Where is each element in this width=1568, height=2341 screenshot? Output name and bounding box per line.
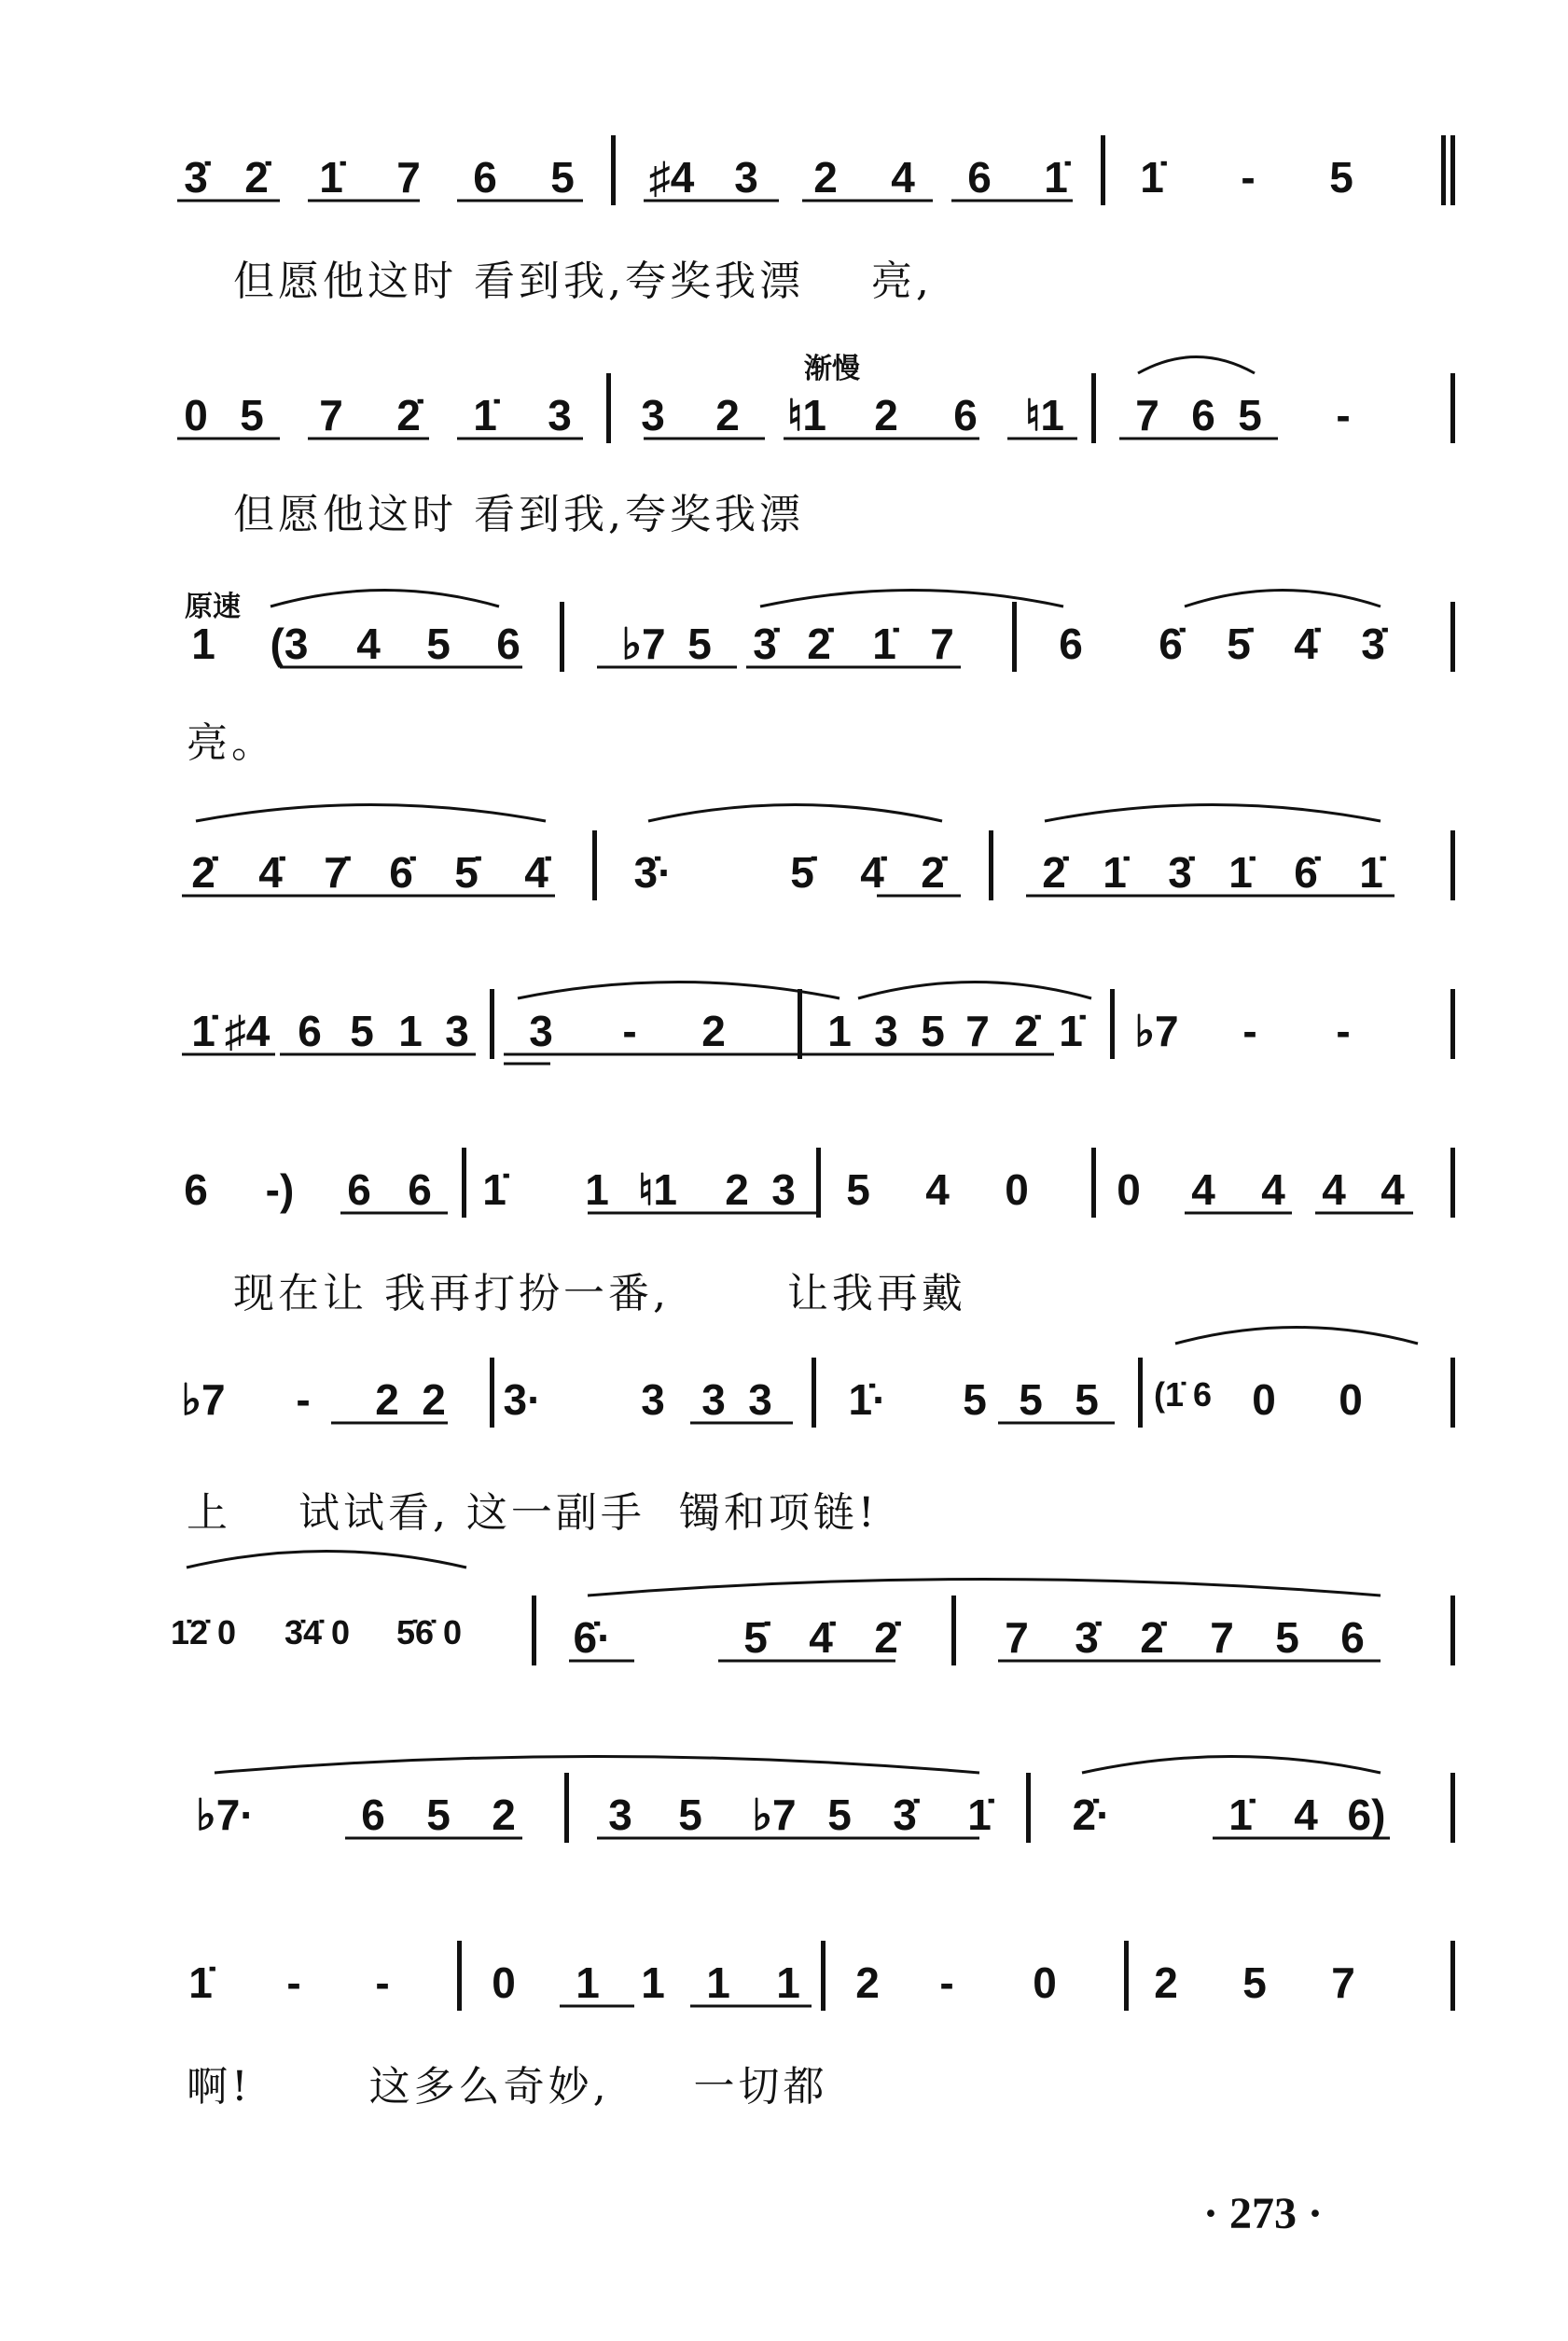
score-note: 7	[396, 153, 421, 202]
bar-line	[816, 1148, 821, 1218]
score-note: 5	[687, 620, 712, 668]
bar-line	[532, 1596, 536, 1665]
slur	[1138, 357, 1255, 374]
score-note: 1̇	[473, 391, 497, 439]
score-note: 2	[715, 391, 740, 439]
tempo-marking: 渐慢	[804, 353, 860, 385]
bar-line	[812, 1358, 816, 1428]
score-note: ♭7	[181, 1375, 226, 1424]
score-note: ♮1	[1024, 391, 1065, 439]
bar-line	[457, 1941, 462, 2011]
score-note: 5	[1238, 391, 1262, 439]
score-note: 4̇	[258, 848, 283, 897]
score-note: 4	[356, 620, 381, 668]
score-note: 2	[855, 1958, 880, 2007]
score-note: 5	[963, 1375, 987, 1424]
score-note: 2	[874, 391, 898, 439]
score-note: 5	[426, 620, 451, 668]
score-note: 3	[641, 391, 665, 439]
score-note: 6	[298, 1007, 322, 1055]
score-note: 2̇	[1042, 848, 1066, 897]
score-note: ♯4	[224, 1007, 271, 1055]
score-note: 5	[1275, 1613, 1299, 1662]
score-note: 1̇	[872, 620, 896, 668]
score-note: 5	[350, 1007, 374, 1055]
score-note: 2̇	[921, 848, 945, 897]
score-note: -)	[265, 1165, 295, 1214]
score-note: 2	[1154, 1958, 1178, 2007]
bar-line	[989, 830, 993, 900]
score-note: 1	[398, 1007, 423, 1055]
score-note: 3	[771, 1165, 796, 1214]
score-note: 2̇	[807, 620, 831, 668]
tempo-marking: 原速	[185, 591, 241, 623]
slur	[1082, 1757, 1381, 1774]
score-note: 1	[827, 1007, 852, 1055]
score-note: 5	[550, 153, 575, 202]
score-note: 6	[361, 1791, 385, 1839]
score-note: 7	[1210, 1613, 1234, 1662]
score-note: 1	[576, 1958, 600, 2007]
score-note: (1̇ 6	[1153, 1375, 1213, 1414]
slur	[1045, 805, 1381, 822]
score-note: 0	[1339, 1375, 1363, 1424]
score-note: 1̇	[319, 153, 343, 202]
score-note: 1	[706, 1958, 730, 2007]
score-note: ♮1	[637, 1165, 678, 1214]
score-note: 3	[748, 1375, 772, 1424]
score-note: 7	[965, 1007, 990, 1055]
slur	[588, 1580, 1381, 1596]
score-note: -	[1336, 1007, 1351, 1055]
score-note: 1̇	[188, 1958, 213, 2007]
score-note: 7	[1331, 1958, 1355, 2007]
score-note: 5	[240, 391, 264, 439]
score-note: 7̇	[324, 848, 348, 897]
bar-line	[1026, 1773, 1031, 1843]
score-note: 6̇	[389, 848, 413, 897]
bar-line	[606, 373, 611, 443]
score-note: ♭7	[752, 1791, 797, 1839]
score-note: 1̇	[1228, 848, 1253, 897]
bar-line	[1450, 373, 1455, 443]
score-note: 1	[641, 1958, 665, 2007]
score-note: 0	[1252, 1375, 1276, 1424]
slur	[196, 805, 546, 822]
slur	[518, 982, 840, 999]
lyrics-line: 现在让 我再打扮一番, 让我再戴	[233, 1270, 966, 1317]
score-note: 6	[496, 620, 520, 668]
score-note: 1̇	[1059, 1007, 1083, 1055]
score-note: 5̇	[454, 848, 479, 897]
score-note: 1̇	[1359, 848, 1383, 897]
score-note: 5̇	[790, 848, 814, 897]
score-note: (3	[270, 620, 309, 668]
score-note: -	[375, 1958, 390, 2007]
score-note: -	[296, 1375, 311, 1424]
bar-line	[798, 989, 802, 1059]
score-note: 3	[874, 1007, 898, 1055]
score-note: 3̇	[753, 620, 777, 668]
score-note: -	[939, 1958, 954, 2007]
score-note: 3	[641, 1375, 665, 1424]
bar-line	[560, 602, 564, 672]
bar-line	[1101, 135, 1105, 205]
slur	[271, 591, 499, 607]
score-note: ♯4	[648, 153, 695, 202]
score-note: 1̇	[482, 1165, 506, 1214]
score-note: 1̇2̇ 0	[170, 1613, 237, 1651]
score-note: 2̇	[1140, 1613, 1164, 1662]
score-note: 5	[1019, 1375, 1043, 1424]
slur	[187, 1552, 466, 1568]
score-note: 6̇	[1294, 848, 1318, 897]
bar-line	[1110, 989, 1115, 1059]
score-note: 5	[678, 1791, 702, 1839]
score-note: 3̇	[893, 1791, 917, 1839]
score-note: 7	[1005, 1613, 1029, 1662]
score-note: ♭7	[621, 620, 666, 668]
bar-line	[1138, 1358, 1143, 1428]
slur	[215, 1757, 979, 1774]
score-note: 3	[529, 1007, 553, 1055]
bar-line	[1450, 135, 1455, 205]
score-note: 6̇	[1159, 620, 1183, 668]
score-note: 5̇	[1227, 620, 1251, 668]
score-note: 0	[492, 1958, 516, 2007]
bar-line	[1450, 1148, 1455, 1218]
score-note: 1̇	[1140, 153, 1164, 202]
score-note: 4̇	[524, 848, 548, 897]
slur	[858, 982, 1091, 999]
score-note: 6)	[1347, 1791, 1386, 1839]
score-note: 1	[585, 1165, 609, 1214]
score-note: 6	[1191, 391, 1215, 439]
score-note: 4	[1322, 1165, 1346, 1214]
score-note: 6	[347, 1165, 371, 1214]
score-note: 3̇4̇ 0	[284, 1613, 351, 1651]
score-note: 1̇	[967, 1791, 992, 1839]
bar-line	[1441, 135, 1446, 205]
score-note: 6	[473, 153, 497, 202]
slur	[760, 591, 1063, 607]
bar-line	[951, 1596, 956, 1665]
score-note: -	[1241, 153, 1256, 202]
score-note: 2	[422, 1375, 446, 1424]
bar-line	[1450, 1773, 1455, 1843]
score-note: -	[1336, 391, 1351, 439]
score-note: 6	[967, 153, 992, 202]
score-note: 6̇·	[573, 1613, 612, 1662]
score-note: 5	[426, 1791, 451, 1839]
score-note: 0	[184, 391, 208, 439]
score-note: 3·	[503, 1375, 542, 1424]
score-note: 6	[1340, 1613, 1365, 1662]
bar-line	[1450, 1596, 1455, 1665]
lyrics-line: 上 试试看, 这一副手 镯和项链!	[187, 1489, 879, 1537]
score-note: 1	[776, 1958, 800, 2007]
score-note: 4	[891, 153, 915, 202]
score-note: 2	[375, 1375, 399, 1424]
score-note: 5	[846, 1165, 870, 1214]
lyrics-line: 但愿他这时 看到我,夸奖我漂	[233, 491, 804, 538]
score-note: 6	[953, 391, 978, 439]
score-note: 4	[925, 1165, 950, 1214]
score-note: 3	[548, 391, 572, 439]
bar-line	[1091, 1148, 1096, 1218]
score-note: 0	[1117, 1165, 1141, 1214]
score-note: 2	[492, 1791, 516, 1839]
bar-line	[592, 830, 597, 900]
score-note: 6	[1059, 620, 1083, 668]
score-note: 5	[1329, 153, 1353, 202]
score-note: 7	[930, 620, 954, 668]
score-note: 5̇6̇ 0	[395, 1613, 463, 1651]
score-note: 3̇	[1168, 848, 1192, 897]
score-note: 3̇·	[633, 848, 673, 897]
score-note: 4	[1191, 1165, 1215, 1214]
score-note: 2	[813, 153, 838, 202]
score-note: 2̇·	[1072, 1791, 1111, 1839]
score-note: 4̇	[1294, 620, 1318, 668]
score-note: 2	[701, 1007, 726, 1055]
bar-line	[1012, 602, 1017, 672]
score-note: 3̇	[1075, 1613, 1099, 1662]
score-note: -	[286, 1958, 301, 2007]
score-note: 3	[608, 1791, 632, 1839]
score-note: 0	[1005, 1165, 1029, 1214]
lyrics-line: 啊! 这多么奇妙, 一切都	[187, 2063, 828, 2111]
page-number: · 273 ·	[1203, 2189, 1324, 2238]
score-note: 5̇	[743, 1613, 768, 1662]
score-note: 5	[1075, 1375, 1099, 1424]
score-note: 3	[701, 1375, 726, 1424]
score-note: 7	[1135, 391, 1159, 439]
bar-line	[821, 1941, 826, 2011]
score-note: 5	[1242, 1958, 1267, 2007]
score-note: 6	[408, 1165, 432, 1214]
score-note: 3	[734, 153, 758, 202]
score-note: 1̇	[1044, 153, 1068, 202]
score-note: 2̇	[1014, 1007, 1038, 1055]
score-note: 2̇	[396, 391, 421, 439]
score-note: 4̇	[809, 1613, 833, 1662]
score-note: ♭7	[1134, 1007, 1179, 1055]
score-note: 4̇	[860, 848, 884, 897]
score-note: 1	[191, 620, 215, 668]
score-note: 4	[1381, 1165, 1405, 1214]
score-note: 2̇	[874, 1613, 898, 1662]
score-note: 7	[319, 391, 343, 439]
score-note: 3	[445, 1007, 469, 1055]
score-note: 0	[1033, 1958, 1057, 2007]
bar-line	[1091, 373, 1096, 443]
score-note: -	[622, 1007, 637, 1055]
score-note: 1̇·	[848, 1375, 887, 1424]
lyrics-line: 但愿他这时 看到我,夸奖我漂 亮,	[233, 258, 933, 305]
bar-line	[462, 1148, 466, 1218]
lyrics-line: 亮。	[187, 719, 276, 767]
bar-line	[1124, 1941, 1129, 2011]
slur	[648, 805, 942, 822]
slur	[1185, 591, 1381, 607]
bar-line	[1450, 602, 1455, 672]
bar-line	[611, 135, 616, 205]
bar-line	[1450, 989, 1455, 1059]
bar-line	[1450, 1941, 1455, 2011]
score-note: -	[1242, 1007, 1257, 1055]
score-note: 4	[1294, 1791, 1318, 1839]
score-note: 1̇	[191, 1007, 215, 1055]
bar-line	[1450, 1358, 1455, 1428]
score-note: ♮1	[786, 391, 827, 439]
score-note: 1̇	[1103, 848, 1127, 897]
score-note: 3̇	[1361, 620, 1385, 668]
score-note: 4	[1261, 1165, 1285, 1214]
score-note: 6	[184, 1165, 208, 1214]
score-note: ♭7·	[196, 1791, 255, 1839]
score-note: 3̇	[184, 153, 208, 202]
score-note: 2̇	[191, 848, 215, 897]
bar-line	[490, 989, 494, 1059]
score-note: 2	[725, 1165, 749, 1214]
score-note: 2̇	[244, 153, 269, 202]
bar-line	[490, 1358, 494, 1428]
bar-line	[1450, 830, 1455, 900]
score-note: 5	[921, 1007, 945, 1055]
slur	[1175, 1328, 1418, 1345]
score-note: 5	[827, 1791, 852, 1839]
bar-line	[564, 1773, 569, 1843]
score-note: 1̇	[1228, 1791, 1253, 1839]
